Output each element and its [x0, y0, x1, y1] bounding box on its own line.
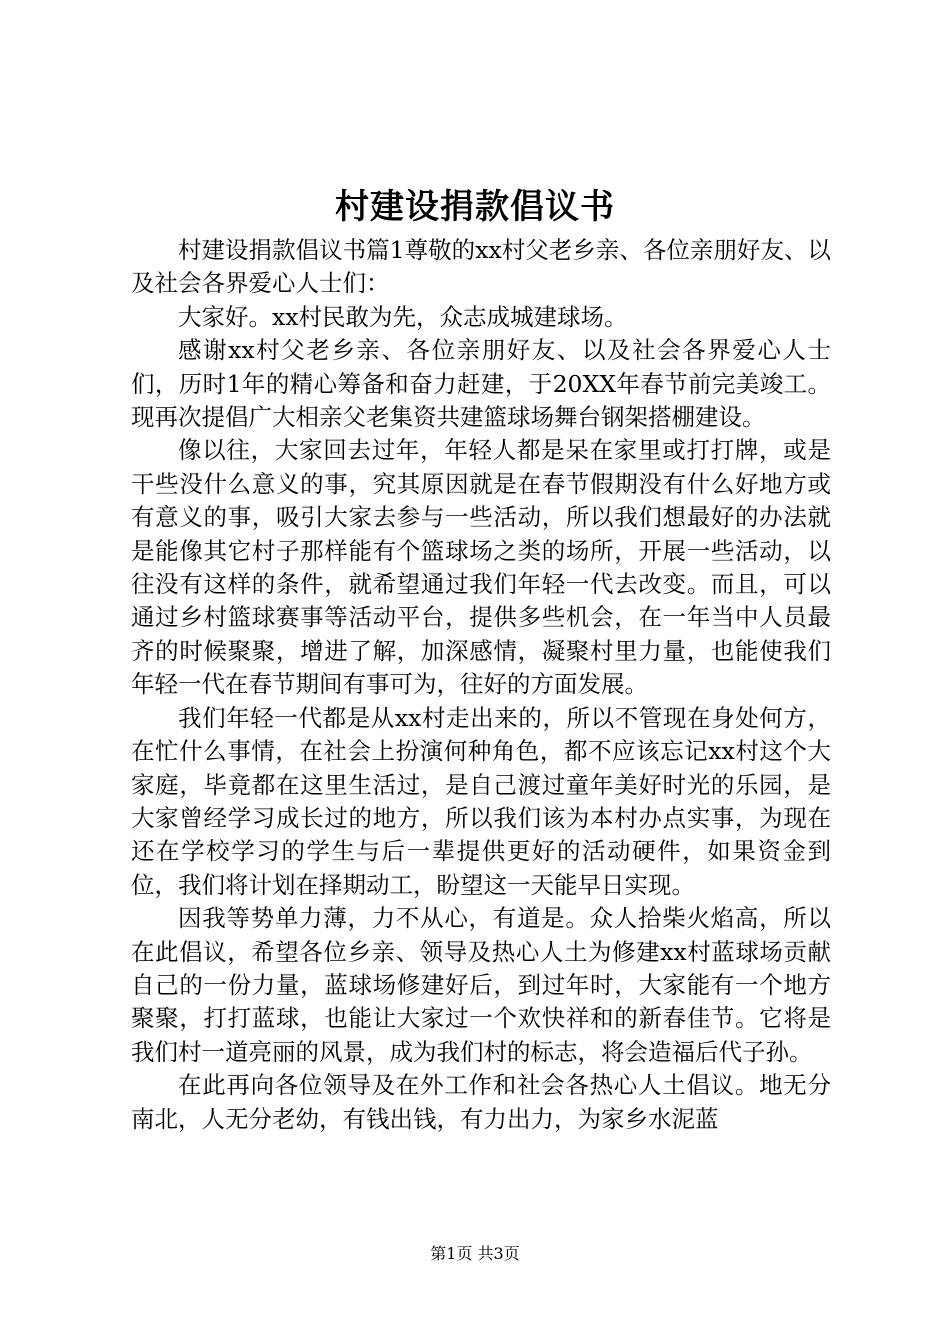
paragraph-2: 大家好。xx村民敢为先，众志成城建球场。 [178, 302, 628, 331]
paragraph-6: 因我等势单力薄，力不从心，有道是。众人拾柴火焰高，所以在此倡议，希望各位乡亲、领导及热心人土为修建xx村蓝球场贡献自己的一份力量，蓝球场修建好后，到过年时，大家能有一个地方聚聚，打打蓝球，也能让大家过一个欢快祥和的新春佳节。它将是我们村一道亮丽的风景，成为我们村的标志，将会造福后代子孙。 [131, 904, 831, 1066]
paragraph-7: 在此再向各位领导及在外工作和社会各热心人土倡议。地无分南北，人无分老幼，有钱出钱，有力出力，为家乡水泥蓝 [131, 1071, 831, 1133]
document-title: 村建设捐款倡议书 [335, 187, 615, 227]
page-footer: 第1页 共3页 [430, 1244, 520, 1263]
paragraph-4: 像以往，大家回去过年，年轻人都是呆在家里或打打牌，或是干些没什么意义的事，究其原因就是在春节假期没有什么好地方或有意义的事，吸引大家去参与一些活动，所以我们想最好的办法就是能像其它村子那样能有个篮球场之类的场所，开展一些活动，以往没有这样的条件，就希望通过我们年轻一代去改变。而且，可以通过乡村篮球赛事等活动平台，提供多些机会，在一年当中人员最齐的时候聚聚，增进了解，加深感情，凝聚村里力量，也能使我们年轻一代在春节期间有事可为，往好的方面发展。 [131, 436, 831, 699]
document-body [131, 234, 831, 1136]
paragraph-3: 感谢xx村父老乡亲、各位亲朋好友、以及社会各界爱心人士们，历时1年的精心筹备和奋力赶建，于20XX年春节前完美竣工。现再次提倡广大相亲父老集资共建篮球场舞台钢架搭棚建设。 [131, 336, 831, 432]
paragraph-1: 村建设捐款倡议书篇1尊敬的xx村父老乡亲、各位亲朋好友、以及社会各界爱心人士们： [131, 236, 831, 298]
paragraph-5: 我们年轻一代都是从xx村走出来的，所以不管现在身处何方，在忙什么事情，在社会上扮演何种角色，都不应该忘记xx村这个大家庭，毕竟都在这里生活过，是自己渡过童年美好时光的乐园，是大家曾经学习成长过的地方，所以我们该为本村办点实事，为现在还在学校学习的学生与后一辈提供更好的活动硬件，如果资金到位，我们将计划在择期动工，盼望这一天能早日实现。 [131, 703, 831, 899]
